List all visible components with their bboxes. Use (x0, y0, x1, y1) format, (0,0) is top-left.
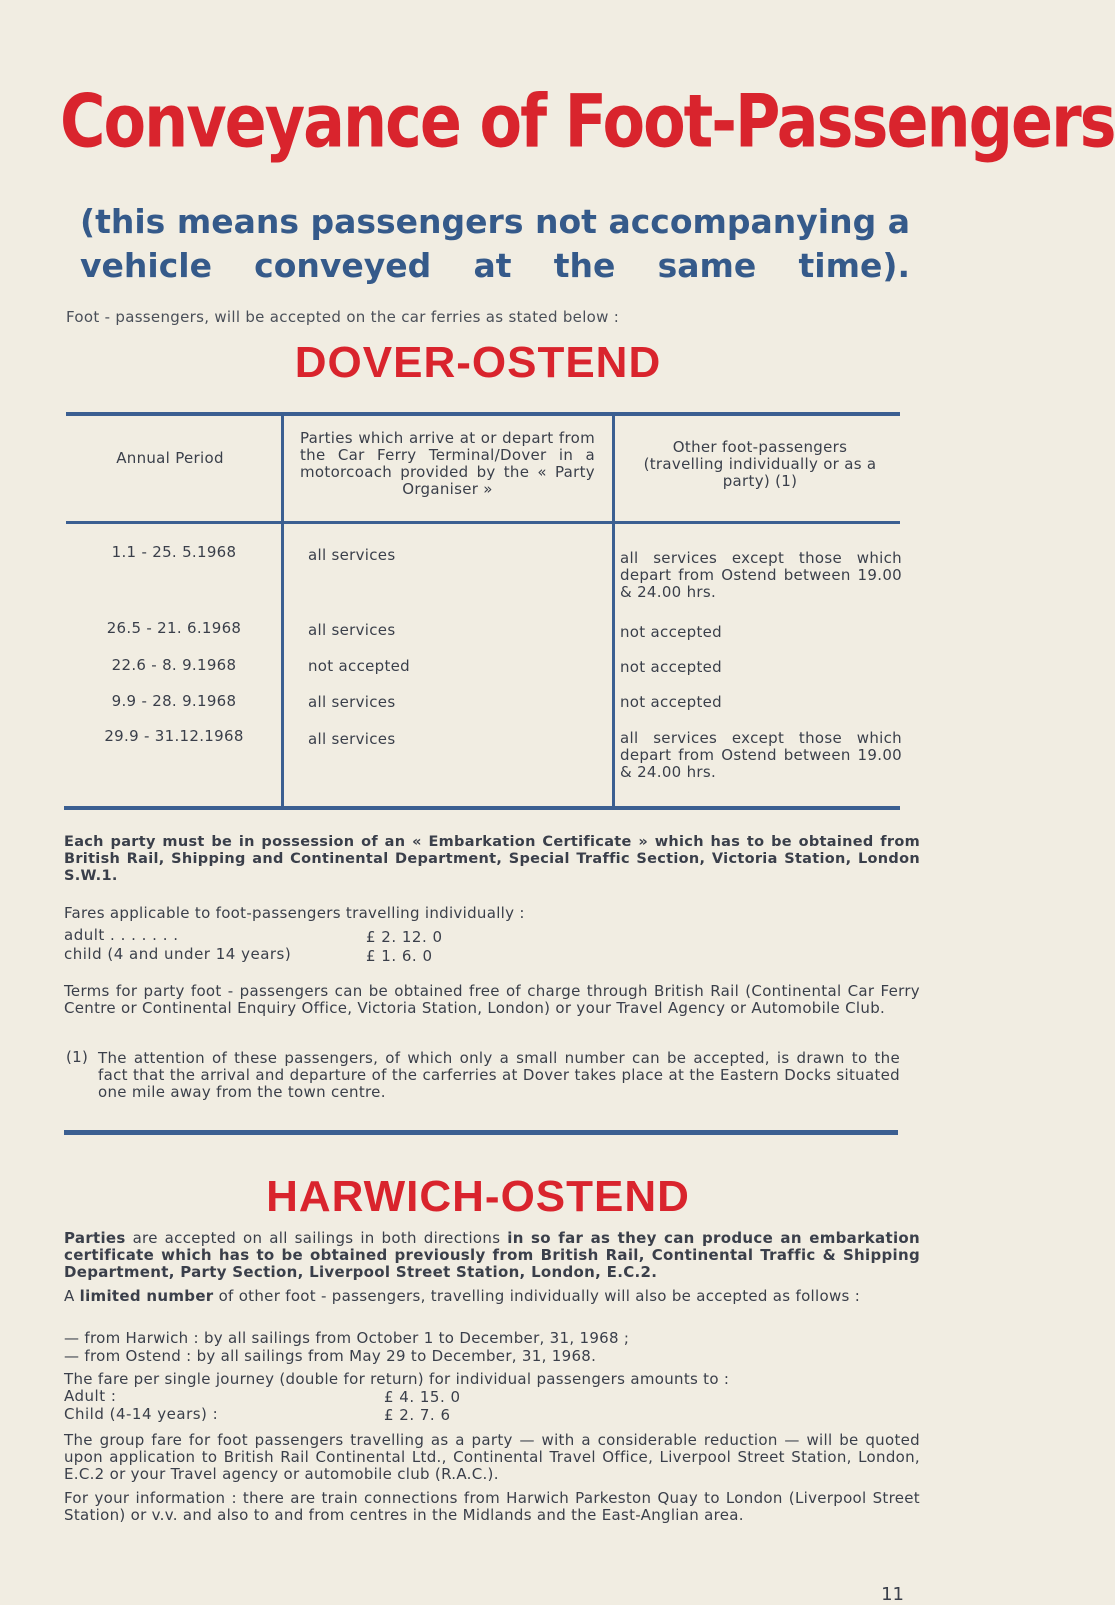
parties-lead: Parties (64, 1229, 126, 1247)
fare-intro-text: The fare per single journey (double for return) for individual passengers amounts to : (64, 1370, 730, 1388)
limited-post: of other foot - passengers, travelling individually will also be accepted as follows : (218, 1287, 861, 1305)
table-divider-1 (281, 416, 284, 806)
row-other: all services except those which depart from Ostend between 19.00 & 24.00 hrs. (620, 729, 902, 781)
fares-heading: Fares applicable to foot-passengers travelling individually : (64, 904, 525, 922)
table-bottom-rule (64, 806, 900, 810)
table-header-rule (66, 521, 900, 524)
footnote-text: The attention of these passengers, of which only a small number can be accepted, is drawn to the fact that the arrival and departure of the carferries at Dover takes place at the Eastern Docks situated one mile away from the town centre. (98, 1049, 900, 1101)
page-title: Conveyance of Foot-Passengers (60, 78, 1115, 165)
column-header-period: Annual Period (116, 449, 224, 467)
row-period: 29.9 - 31.12.1968 (104, 727, 244, 745)
row-period: 1.1 - 25. 5.1968 (111, 543, 237, 561)
row-parties: all services (308, 730, 396, 748)
table-top-rule (66, 412, 900, 416)
limited-text (64, 1288, 920, 1305)
row-period: 22.6 - 8. 9.1968 (111, 656, 237, 674)
column-header-other: Other foot-passengers (travelling individually or as a party) (1) (643, 438, 877, 490)
row-period: 26.5 - 21. 6.1968 (106, 619, 242, 637)
harwich-parties-text (64, 1230, 920, 1281)
page-number: 11 (881, 1584, 904, 1605)
footnote-marker: (1) (66, 1048, 89, 1066)
information-text: For your information : there are train connections from Harwich Parkeston Quay to London (Liverpool Street Station) or v.v. and also to and from centres in the Midlands and the East-Anglian area. (64, 1489, 920, 1524)
fare-label: adult . . . . . . . (64, 926, 179, 944)
fare-price: £ 1. 6. 0 (366, 947, 433, 965)
column-header-parties: Parties which arrive at or depart from the Car Ferry Terminal/Dover in a motorcoach provided by the « Party Organiser » (300, 429, 595, 498)
fare-label: Child (4-14 years) : (64, 1405, 219, 1423)
row-parties: all services (308, 693, 396, 711)
row-period: 9.9 - 28. 9.1968 (111, 692, 237, 710)
row-parties: all services (308, 546, 396, 564)
dover-ostend-heading: DOVER-OSTEND (294, 338, 662, 387)
row-parties: not accepted (308, 657, 411, 675)
parties-bold: in so far as they can produce an embarkation certificate which has to be obtained previously from British Rail, Continental Traffic & Shipping Department, Party Section, Liverpool Street Station, London, E.C.2. (64, 1229, 920, 1281)
fare-price: £ 2. 7. 6 (384, 1406, 451, 1424)
row-other: all services except those which depart from Ostend between 19.00 & 24.00 hrs. (620, 549, 902, 601)
table-divider-2 (612, 416, 615, 806)
terms-text: Terms for party foot - passengers can be obtained free of charge through British Rail (Continental Car Ferry Centre or Continental Enquiry Office, Victoria Station, London) or your Travel Agency or Automobile Club. (64, 982, 920, 1017)
fare-label: child (4 and under 14 years) (64, 945, 292, 963)
limited-pre: A (64, 1287, 75, 1305)
from-ostend-text: — from Ostend : by all sailings from May 29 to December, 31, 1968. (64, 1347, 597, 1365)
certificate-text: Each party must be in possession of an « Embarkation Certificate » which has to be obtained from British Rail, Shipping and Continental Department, Special Traffic Section, Victoria Station, London S.W.1. (64, 834, 920, 884)
section-divider (64, 1130, 898, 1135)
row-other: not accepted (620, 623, 723, 641)
fare-price: £ 2. 12. 0 (366, 928, 443, 946)
from-harwich-text: — from Harwich : by all sailings from October 1 to December, 31, 1968 ; (64, 1329, 630, 1347)
fare-price: £ 4. 15. 0 (384, 1388, 461, 1406)
harwich-ostend-heading: HARWICH-OSTEND (266, 1172, 690, 1221)
fare-label: Adult : (64, 1387, 117, 1405)
row-other: not accepted (620, 658, 723, 676)
limited-bold: limited number (79, 1287, 214, 1305)
group-fare-text: The group fare for foot passengers travelling as a party — with a considerable reduction — will be quoted upon application to British Rail Continental Ltd., Continental Travel Office, Liverpool Street Station, London, E.C.2 or your Travel agency or automobile club (R.A.C.). (64, 1431, 920, 1483)
row-other: not accepted (620, 693, 723, 711)
intro-text: Foot - passengers, will be accepted on the car ferries as stated below : (66, 308, 620, 326)
page-subtitle: (this means passengers not accompanying a vehicle conveyed at the same time). (80, 202, 910, 285)
row-parties: all services (308, 621, 396, 639)
parties-normal: are accepted on all sailings in both directions (132, 1229, 501, 1247)
